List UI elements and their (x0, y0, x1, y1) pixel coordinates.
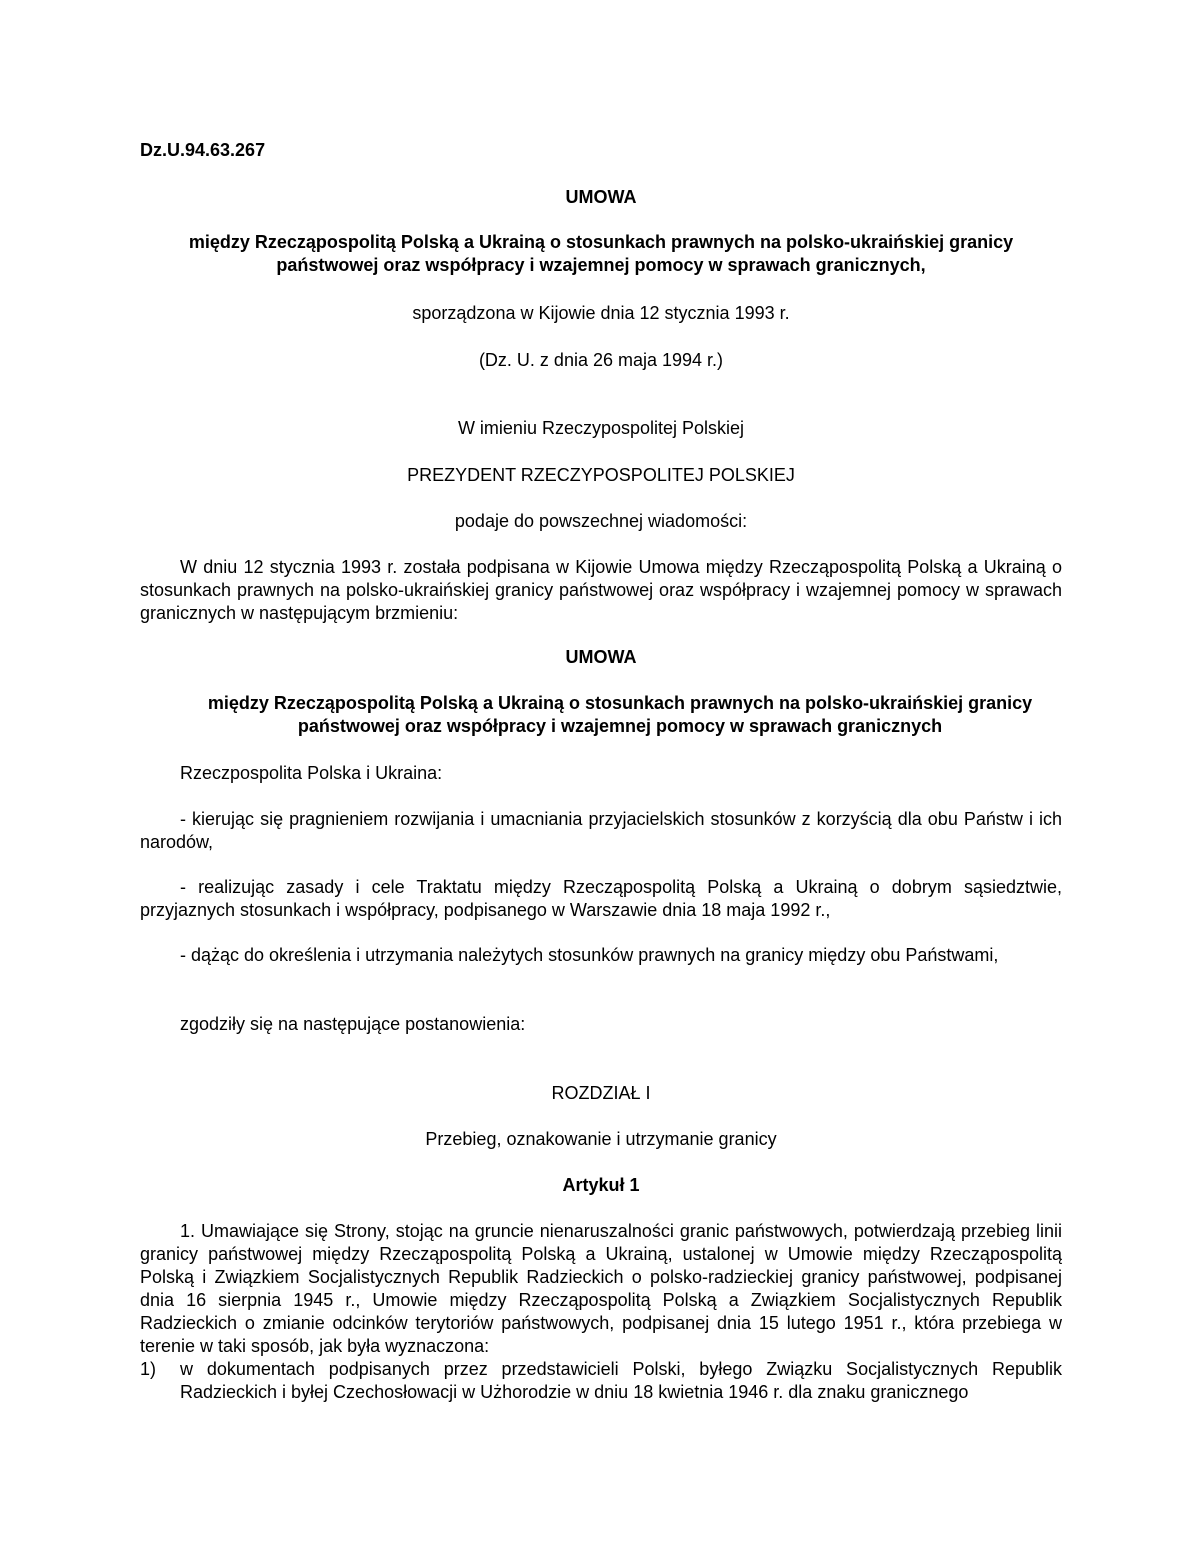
president-heading: PREZYDENT RZECZYPOSPOLITEJ POLSKIEJ (407, 465, 795, 485)
article-paragraph: 1. Umawiające się Strony, stojąc na gruncie nienaruszalności granic państwowych, potwierdzają przebieg linii granicy państwowej między Rzecząpospolitą Polską a Ukrainą, ustalonej w Umowie między Rzecząpospolitą Polską i Związkiem Socjalistycznych Republik Radzieckich o polsko-radzieckiej granicy państwowej, podpisanej dnia 16 sierpnia 1945 r., Umowie między Rzecząpospolitą Polską a Związkiem Socjalistycznych Republik Radzieckich o zmianie odcinków terytoriów państwowych, podpisanej dnia 15 lutego 1951 r., która przebiega w terenie w taki sposób, jak była wyznaczona: (140, 1221, 1062, 1356)
agreement-title-2: UMOWA (565, 647, 637, 667)
in-name-of: W imieniu Rzeczypospolitej Polskiej (457, 418, 745, 438)
agreed-line: zgodziły się na następujące postanowienia: (180, 1014, 526, 1034)
signing-place-date: sporządzona w Kijowie dnia 12 stycznia 1993 r. (412, 303, 790, 323)
list-item-text: w dokumentach podpisanych przez przedstawicieli Polski, byłego Związku Socjalistycznych Republik Radzieckich i byłej Czechosłowacji w Użhorodzie w dniu 18 kwietnia 1946 r. dla znaku granicznego (180, 1359, 1062, 1402)
agreement-title: UMOWA (565, 187, 637, 207)
preamble-item: - realizując zasady i cele Traktatu między Rzecząpospolitą Polską a Ukrainą o dobrym sąsiedztwie, przyjaznych stosunkach i współpracy, podpisanego w Warszawie dnia 18 maja 1992 r., (140, 877, 1062, 920)
article-heading: Artykuł 1 (562, 1175, 640, 1195)
document-id: Dz.U.94.63.267 (140, 140, 266, 160)
agreement-subtitle: między Rzecząpospolitą Polską a Ukrainą o stosunkach prawnych na polsko-ukraińskiej granicy państwowej oraz współpracy i wzajemnej pomocy w sprawach granicznych, (188, 232, 1014, 275)
parties-line: Rzeczpospolita Polska i Ukraina: (180, 763, 443, 783)
intro-paragraph: W dniu 12 stycznia 1993 r. została podpisana w Kijowie Umowa między Rzecząpospolitą Polską a Ukrainą o stosunkach prawnych na polsko-ukraińskiej granicy państwowej oraz współpracy i wzajemnej pomocy w sprawach granicznych w następującym brzmieniu: (140, 557, 1062, 623)
chapter-title: Przebieg, oznakowanie i utrzymanie granicy (425, 1129, 777, 1149)
publication-reference: (Dz. U. z dnia 26 maja 1994 r.) (478, 350, 724, 370)
list-item (140, 1358, 1062, 1404)
preamble-item: - kierując się pragnieniem rozwijania i umacniania przyjacielskich stosunków z korzyścią dla obu Państw i ich narodów, (140, 809, 1062, 852)
announcement-line: podaje do powszechnej wiadomości: (454, 511, 748, 531)
agreement-subtitle-2: między Rzecząpospolitą Polską a Ukrainą o stosunkach prawnych na polsko-ukraińskiej granicy państwowej oraz współpracy i wzajemnej pomocy w sprawach granicznych (207, 693, 1033, 736)
list-item-number: 1) (140, 1359, 157, 1379)
chapter-heading: ROZDZIAŁ I (551, 1083, 651, 1103)
preamble-item: - dążąc do określenia i utrzymania należytych stosunków prawnych na granicy między obu Państwami, (180, 945, 999, 965)
